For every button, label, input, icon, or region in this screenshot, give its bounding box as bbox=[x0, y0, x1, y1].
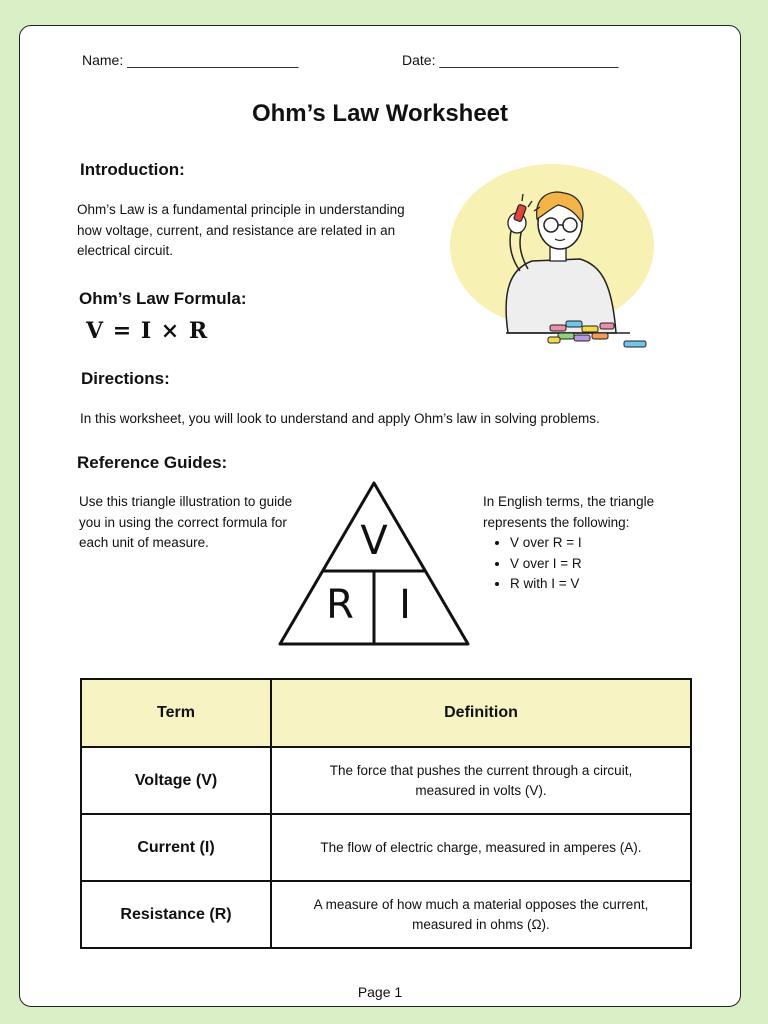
list-item: • R with I = V bbox=[510, 574, 582, 595]
table-row bbox=[81, 814, 691, 881]
term-cell: Resistance (R) bbox=[81, 881, 271, 948]
student-with-chalk-illustration bbox=[450, 161, 670, 361]
formula-heading: Ohm’s Law Formula: bbox=[79, 289, 247, 308]
definition-cell: The flow of electric charge, measured in amperes (A). bbox=[271, 814, 691, 881]
triangle-v-label: V bbox=[360, 518, 388, 564]
worksheet-page bbox=[19, 25, 741, 1007]
name-field-label: Name: ______________________ bbox=[82, 52, 299, 68]
triangle-rules-list bbox=[486, 533, 582, 595]
definition-cell: A measure of how much a material opposes the current, measured in ohms (Ω). bbox=[271, 881, 691, 948]
ohms-law-formula: V = I × R bbox=[86, 318, 209, 344]
directions-text: In this worksheet, you will look to understand and apply Ohm’s law in solving problems. bbox=[80, 411, 600, 426]
directions-heading: Directions: bbox=[81, 369, 170, 388]
definition-cell: The force that pushes the current through a circuit, measured in volts (V). bbox=[271, 747, 691, 814]
term-cell: Current (I) bbox=[81, 814, 271, 881]
terms-table bbox=[80, 678, 692, 949]
reference-left-text: Use this triangle illustration to guide you in using the correct formula for each unit of measure. bbox=[79, 494, 293, 550]
table-row bbox=[81, 747, 691, 814]
term-cell: Voltage (V) bbox=[81, 747, 271, 814]
reference-right-intro: In English terms, the triangle represents the following: bbox=[483, 494, 655, 530]
vir-triangle bbox=[276, 478, 472, 648]
introduction-heading: Introduction: bbox=[80, 160, 185, 179]
table-header-row bbox=[81, 679, 691, 747]
list-item: • V over R = I bbox=[510, 533, 582, 554]
term-column-header: Term bbox=[81, 679, 271, 747]
table-row bbox=[81, 881, 691, 948]
list-item: • V over I = R bbox=[510, 554, 582, 575]
definition-column-header: Definition bbox=[271, 679, 691, 747]
triangle-r-label: R bbox=[326, 582, 354, 628]
page-title: Ohm’s Law Worksheet bbox=[251, 100, 509, 127]
page-number: Page 1 bbox=[357, 984, 403, 1000]
introduction-text: Ohm’s Law is a fundamental principle in understanding how voltage, current, and resistance are related in an electrical circuit. bbox=[77, 202, 405, 258]
triangle-i-label: I bbox=[399, 582, 411, 628]
reference-guides-heading: Reference Guides: bbox=[77, 453, 228, 472]
date-field-label: Date: _______________________ bbox=[402, 52, 619, 68]
